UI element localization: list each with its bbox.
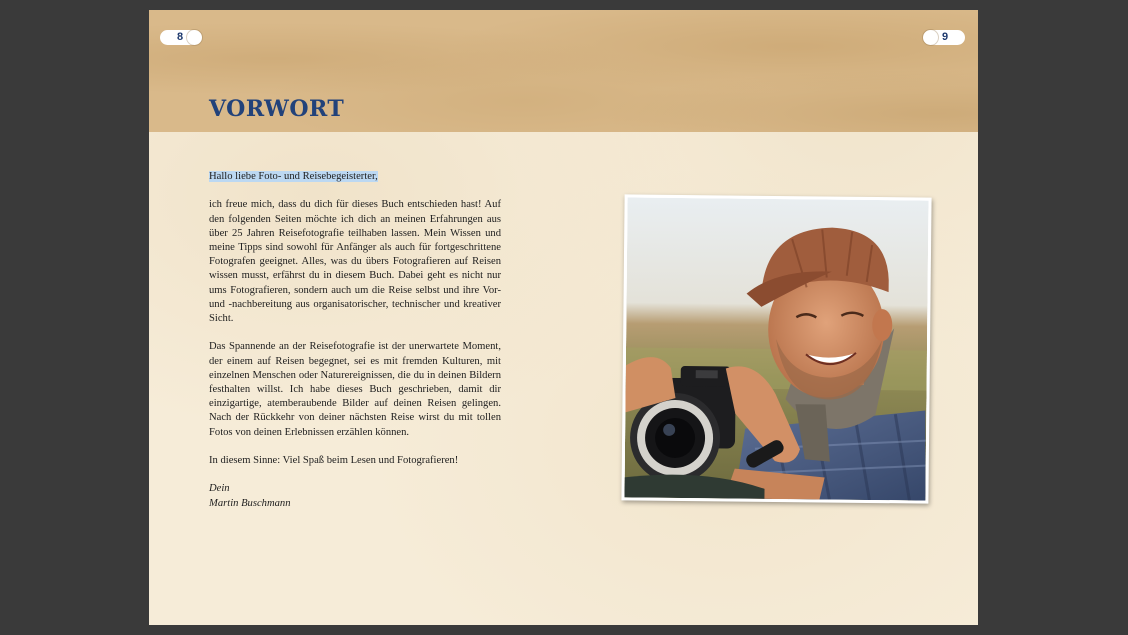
page-tab-dot-icon bbox=[923, 30, 938, 45]
page-number-right-label: 9 bbox=[942, 31, 949, 43]
greeting-selected-text[interactable]: Hallo liebe Foto- und Reisebegeisterter, bbox=[209, 171, 378, 182]
page-number-right[interactable] bbox=[925, 30, 965, 45]
closing-line: In diesem Sinne: Viel Spaß beim Lesen und Fotografieren! bbox=[209, 455, 459, 467]
author-photo-frame bbox=[621, 194, 931, 503]
body-text[interactable] bbox=[209, 170, 501, 511]
signature-dein: Dein bbox=[209, 483, 230, 495]
book-spread bbox=[149, 10, 978, 625]
page-number-left[interactable] bbox=[160, 30, 200, 45]
signature-name: Martin Buschmann bbox=[209, 497, 291, 509]
page-number-left-label: 8 bbox=[177, 31, 184, 43]
author-photo bbox=[624, 197, 928, 500]
paragraph-spannende: Das Spannende an der Reisefotografie ist der unerwartete Moment, der einem auf Reisen begegnet, sei es mit fremden Kulturen, mit einzelnen Menschen oder Naturereignissen, die du in deinen Bildern festhalten willst. Ich habe dieses Buch geschrieben, damit dir einzigartige, atemberaubende Bilder auf deinen Reisen gelingen. Nach der Rückkehr von deiner nächsten Reise wirst du mit tollen Fotos von deinen Erlebnissen erzählen können. bbox=[209, 341, 501, 438]
photographer-with-camera-image bbox=[624, 197, 928, 500]
page-tab-dot-icon bbox=[187, 30, 202, 45]
paragraph-intro: ich freue mich, dass du dich für dieses Buch entschieden hast! Auf den folgenden Seiten möchte ich dich an meinen Erfahrungen aus über 25 Jahren Reisefotografie teilhaben lassen. Mein Wissen und meine Tipps sind sowohl für Anfänger als auch für fortgeschrittene Fotografen geeignet. Alles, was du übers Fotografieren auf Reisen wissen musst, erfährst du in diesem Buch. Dabei geht es nicht nur ums Fotografieren, sondern auch um die Reise selbst und ihre Vor- und -nachbereitung aus organisatorischer, technischer und kreativer Sicht. bbox=[209, 199, 501, 325]
chapter-title: VORWORT bbox=[209, 96, 345, 122]
